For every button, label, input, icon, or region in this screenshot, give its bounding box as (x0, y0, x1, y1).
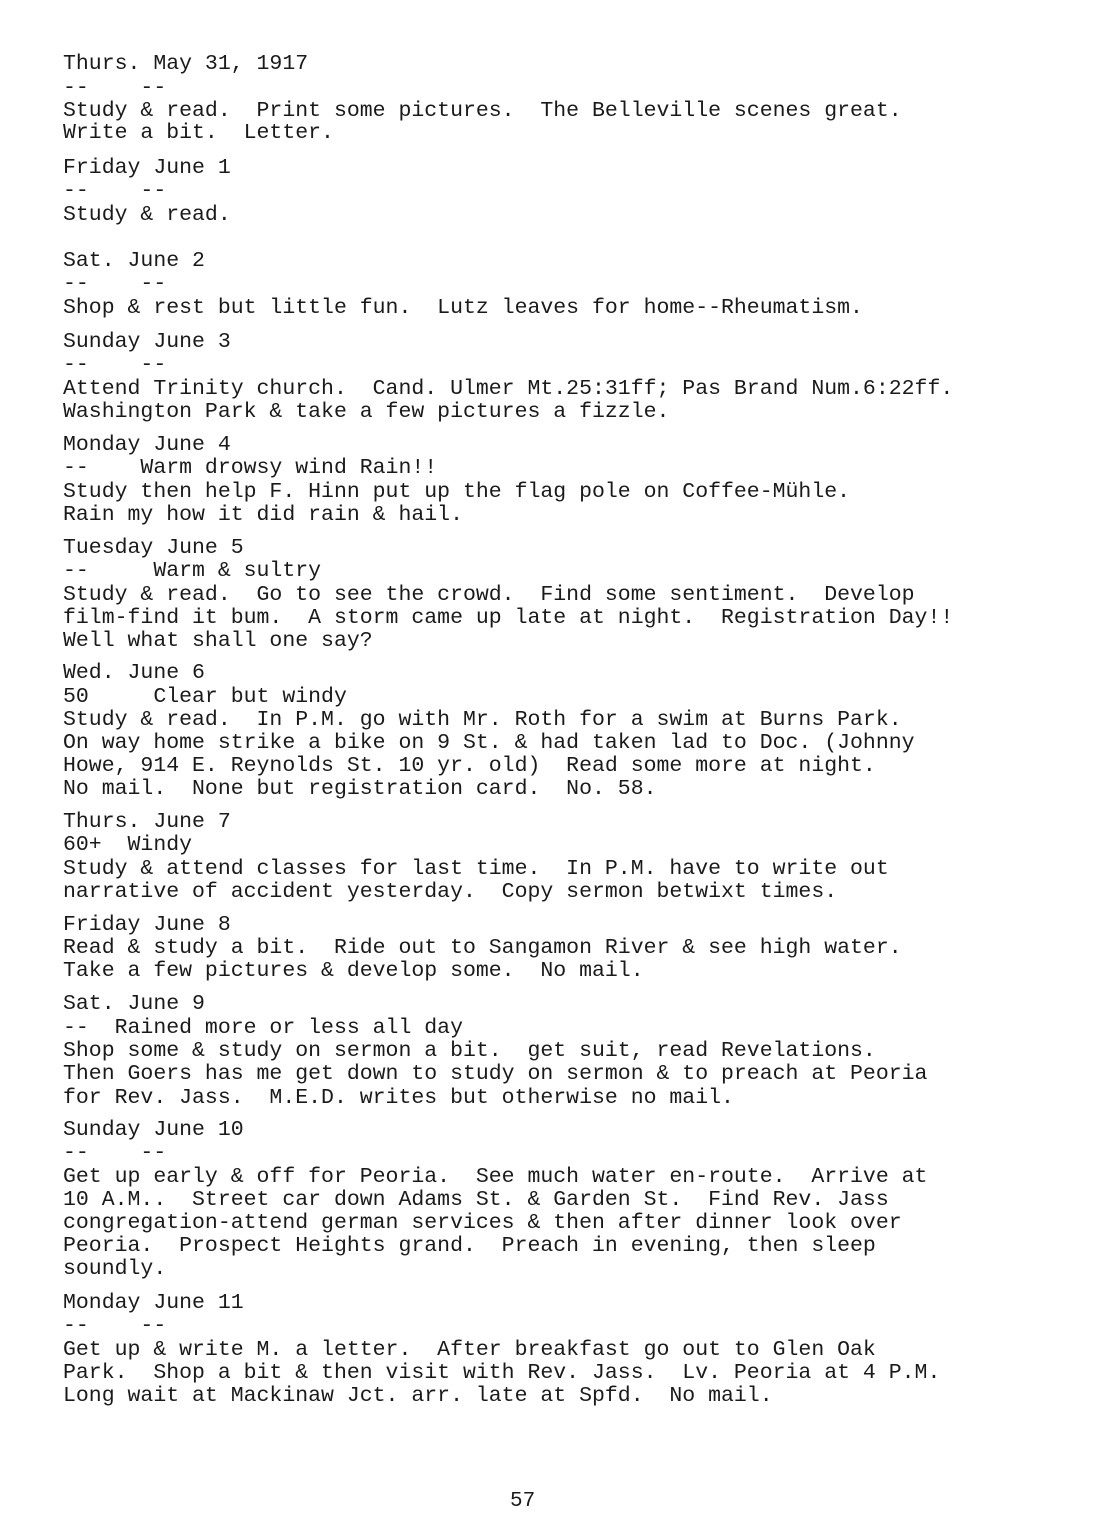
entry-date: Tuesday June 5 (63, 536, 244, 560)
entry-line: Attend Trinity church. Cand. Ulmer Mt.25:31ff; Pas Brand Num.6:22ff. (63, 377, 954, 401)
entry-weather: -- -- (63, 272, 167, 296)
entry-line: Washington Park & take a few pictures a fizzle. (63, 400, 670, 424)
entry-line: film-find it bum. A storm came up late at night. Registration Day!! (63, 606, 954, 630)
entry-line: for Rev. Jass. M.E.D. writes but otherwise no mail. (63, 1086, 734, 1110)
entry-line: Peoria. Prospect Heights grand. Preach in evening, then sleep (63, 1234, 876, 1258)
entry-line: Study & read. Go to see the crowd. Find some sentiment. Develop (63, 583, 915, 607)
entry-line: Study then help F. Hinn put up the flag pole on Coffee-Mühle. (63, 480, 851, 504)
page-number: 57 (510, 1490, 536, 1513)
entry-line: No mail. None but registration card. No. 58. (63, 777, 657, 801)
entry-date: Sat. June 2 (63, 249, 205, 273)
entry-weather: -- -- (63, 76, 167, 100)
entry-line: Study & read. Print some pictures. The Belleville scenes great. (63, 99, 902, 123)
entry-line: 10 A.M.. Street car down Adams St. & Garden St. Find Rev. Jass (63, 1188, 889, 1212)
entry-date: Sunday June 3 (63, 330, 231, 354)
entry-date: Monday June 11 (63, 1291, 244, 1315)
entry-line: narrative of accident yesterday. Copy sermon betwixt times. (63, 880, 838, 904)
entry-line: Howe, 914 E. Reynolds St. 10 yr. old) Read some more at night. (63, 754, 876, 778)
entry-date: Thurs. May 31, 1917 (63, 52, 309, 76)
entry-line: Get up & write M. a letter. After breakfast go out to Glen Oak (63, 1338, 876, 1362)
entry-line: Study & read. (63, 203, 231, 227)
entry-weather: -- -- (63, 353, 167, 377)
entry-line: soundly. (63, 1257, 167, 1281)
entry-weather: 60+ Windy (63, 833, 193, 857)
entry-weather: -- Warm & sultry (63, 559, 322, 583)
entry-line: Shop & rest but little fun. Lutz leaves for home--Rheumatism. (63, 296, 863, 320)
entry-date: Friday June 8 (63, 913, 231, 937)
entry-line: congregation-attend german services & then after dinner look over (63, 1211, 902, 1235)
entry-line: Long wait at Mackinaw Jct. arr. late at Spfd. No mail. (63, 1384, 773, 1408)
entry-weather: -- Rained more or less all day (63, 1016, 463, 1040)
entry-line: Well what shall one say? (63, 629, 373, 653)
entry-line: Study & read. In P.M. go with Mr. Roth for a swim at Burns Park. (63, 708, 902, 732)
entry-weather: 50 Clear but windy (63, 685, 347, 709)
entry-date: Friday June 1 (63, 156, 231, 180)
entry-line: Then Goers has me get down to study on sermon & to preach at Peoria (63, 1062, 928, 1086)
entry-weather: -- -- (63, 179, 167, 203)
entry-weather: -- -- (63, 1314, 167, 1338)
entry-line: Rain my how it did rain & hail. (63, 503, 463, 527)
entry-date: Wed. June 6 (63, 661, 205, 685)
entry-line: Shop some & study on sermon a bit. get suit, read Revelations. (63, 1039, 876, 1063)
entry-date: Monday June 4 (63, 433, 231, 457)
entry-weather: -- -- (63, 1141, 167, 1165)
entry-date: Sat. June 9 (63, 992, 205, 1016)
entry-line: Take a few pictures & develop some. No mail. (63, 959, 644, 983)
entry-line: On way home strike a bike on 9 St. & had taken lad to Doc. (Johnny (63, 731, 915, 755)
entry-line: Write a bit. Letter. (63, 121, 334, 145)
entry-line: Read & study a bit. Ride out to Sangamon River & see high water. (63, 936, 902, 960)
entry-line: Get up early & off for Peoria. See much water en-route. Arrive at (63, 1165, 928, 1189)
entry-weather: -- Warm drowsy wind Rain!! (63, 456, 438, 480)
entry-date: Thurs. June 7 (63, 810, 231, 834)
entry-date: Sunday June 10 (63, 1118, 244, 1142)
entry-line: Park. Shop a bit & then visit with Rev. Jass. Lv. Peoria at 4 P.M. (63, 1361, 941, 1385)
entry-line: Study & attend classes for last time. In P.M. have to write out (63, 857, 889, 881)
